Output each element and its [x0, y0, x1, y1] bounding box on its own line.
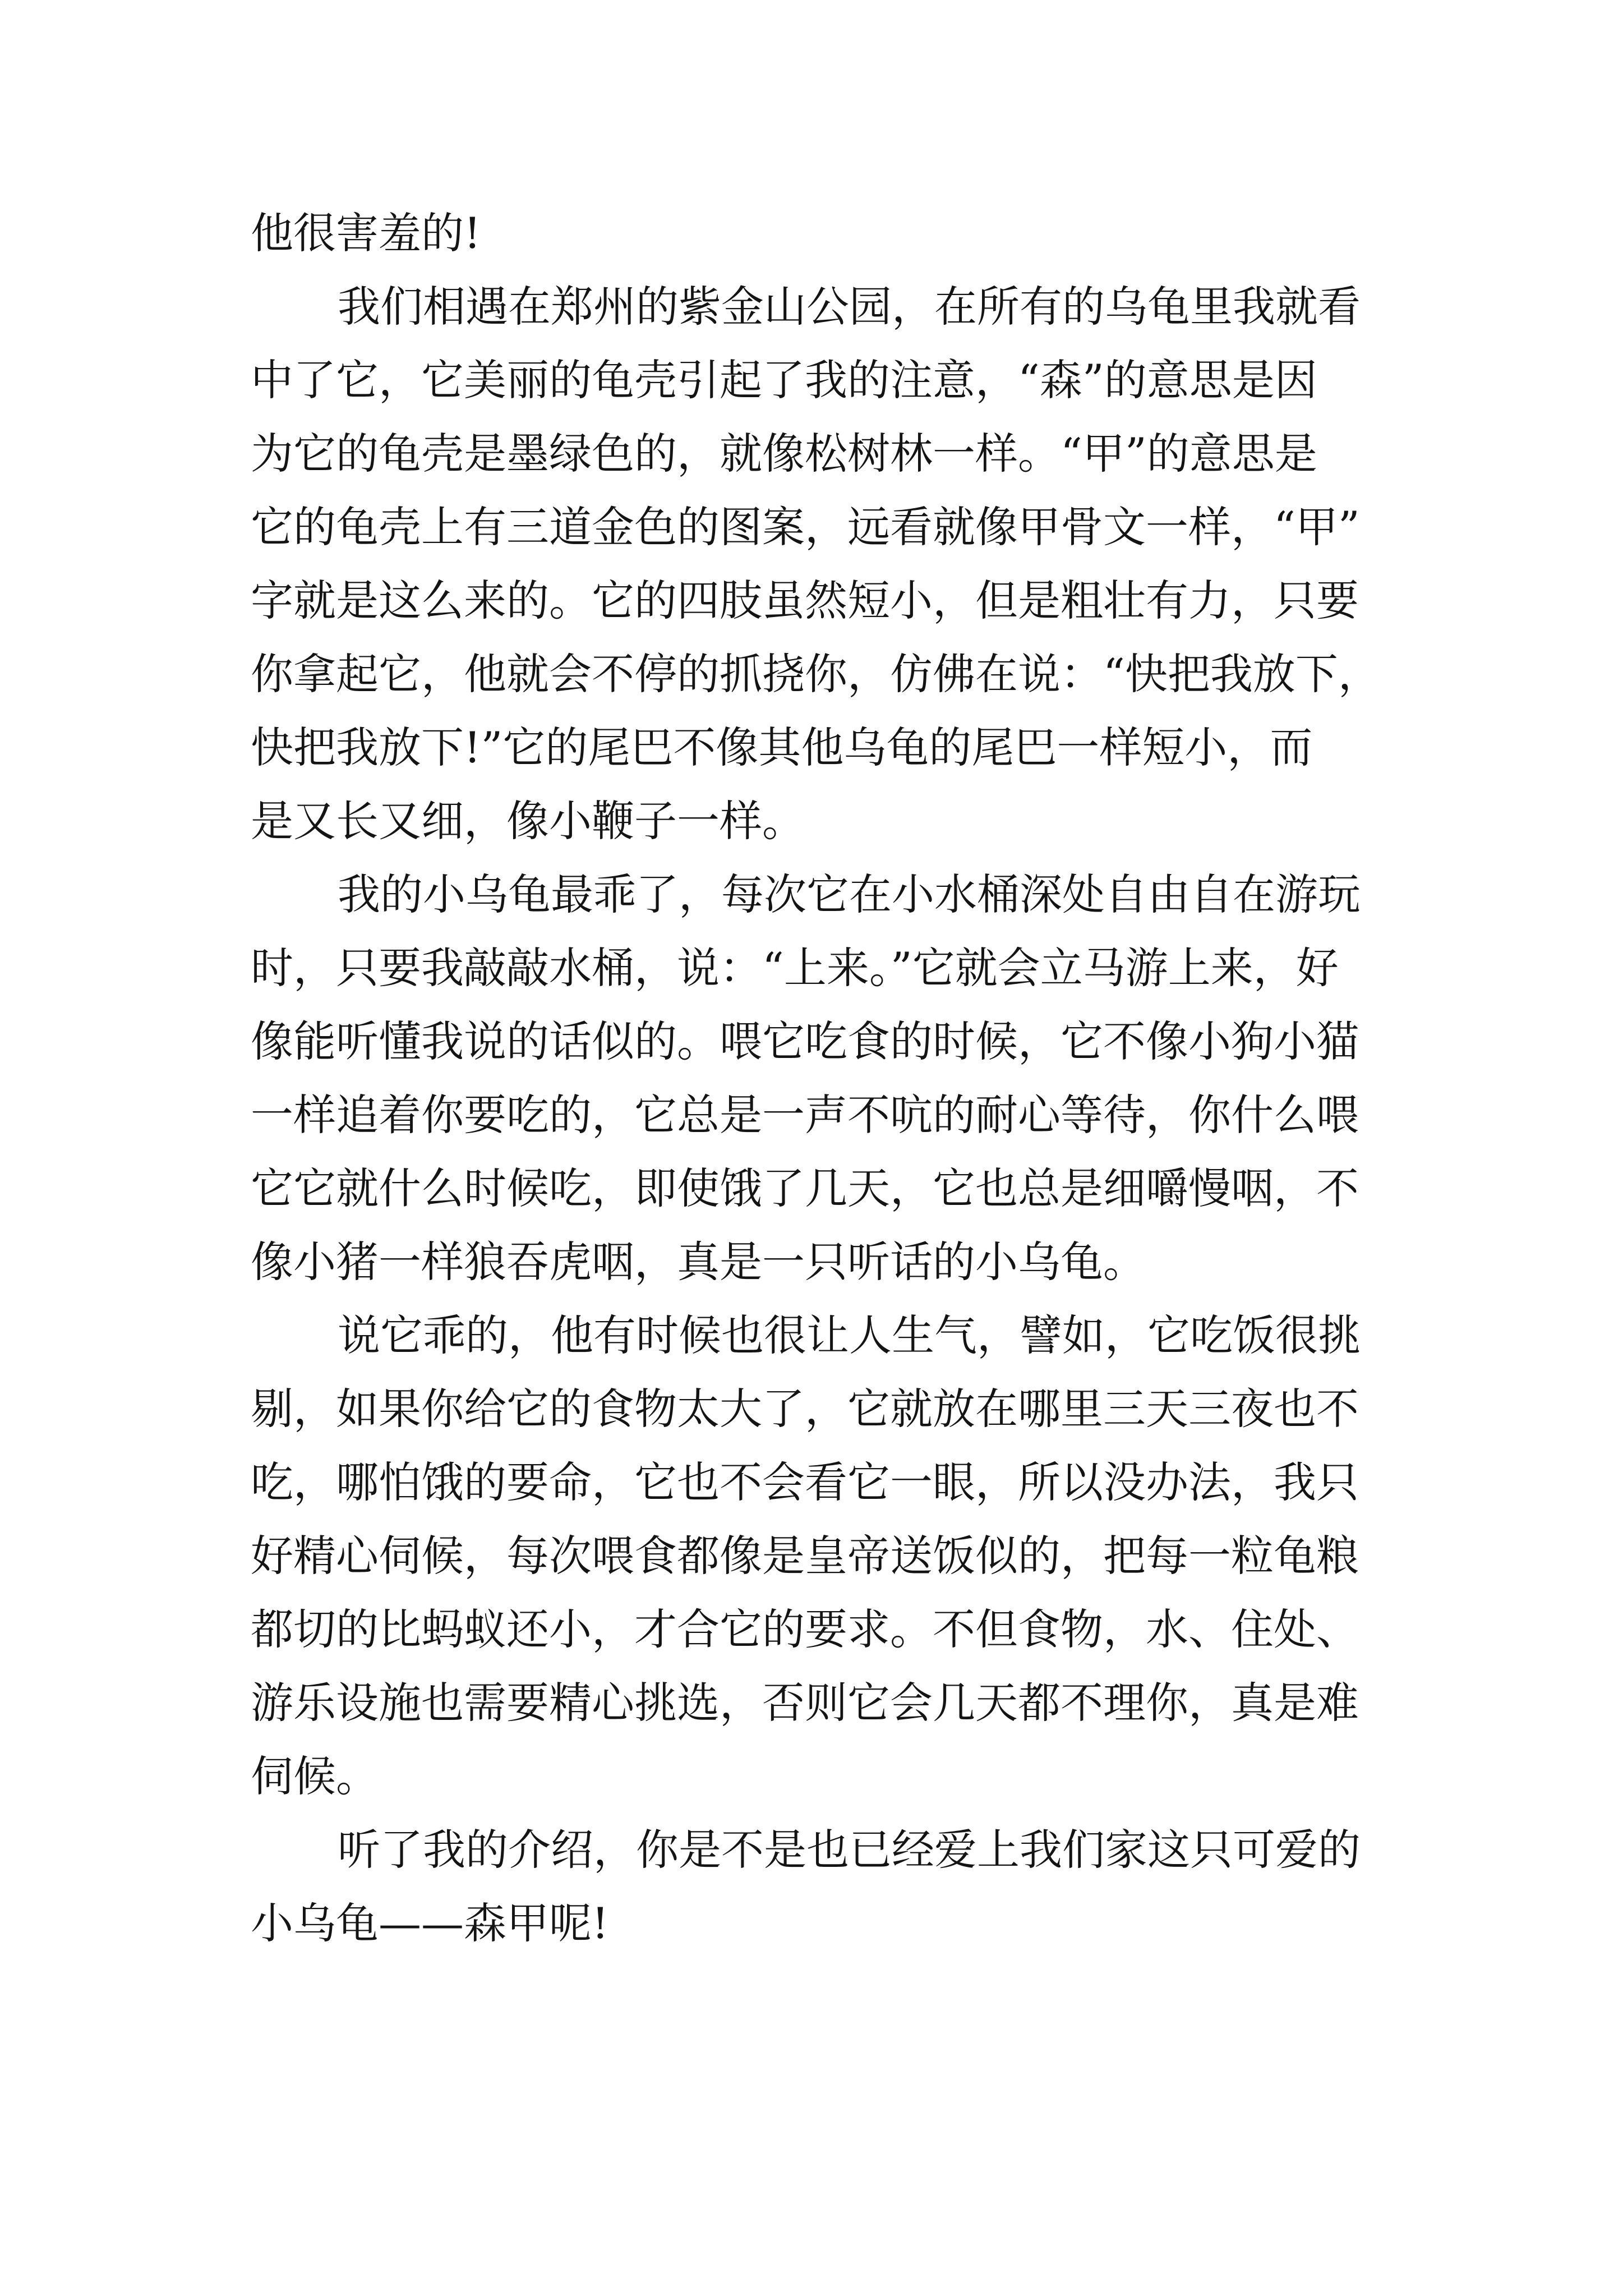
paragraph-start-line: 我们相遇在郑州的紫金山公园，在所有的乌龟里我就看	[338, 282, 1361, 332]
text-line-13: 一样追着你要吃的，它总是一声不吭的耐心等待，你什么喂	[251, 1090, 1359, 1140]
text-line-14: 它它就什么时候吃，即使饿了几天，它也总是细嚼慢咽，不	[251, 1163, 1359, 1213]
text-line-5: 它的龟壳上有三道金色的图案，远看就像甲骨文一样，“甲”	[251, 502, 1360, 552]
text-line-11: 时，只要我敲敲水桶，说：“上来。”它就会立马游上来，好	[251, 943, 1339, 993]
text-line-1: 他很害羞的!	[251, 208, 481, 258]
text-line-22: 伺候。	[251, 1751, 379, 1801]
text-line-17: 剔，如果你给它的食物太大了，它就放在哪里三天三夜也不	[251, 1384, 1359, 1434]
text-line-3: 中了它，它美丽的龟壳引起了我的注意，“森”的意思是因	[251, 355, 1317, 405]
text-line-20: 都切的比蚂蚁还小，才合它的要求。不但食物，水、住处、	[251, 1604, 1359, 1654]
paragraph-start-line: 说它乖的，他有时候也很让人生气，譬如，它吃饭很挑	[338, 1310, 1361, 1360]
text-line-21: 游乐设施也需要精心挑选，否则它会几天都不理你，真是难	[251, 1678, 1359, 1728]
text-line-12: 像能听懂我说的话似的。喂它吃食的时候，它不像小狗小猫	[251, 1016, 1359, 1066]
text-line-15: 像小猪一样狼吞虎咽，真是一只听话的小乌龟。	[251, 1237, 1146, 1287]
text-line-9: 是又长又细，像小鞭子一样。	[251, 796, 805, 846]
text-line-19: 好精心伺候，每次喂食都像是皇帝送饭似的，把每一粒龟粮	[251, 1531, 1359, 1581]
text-line-24: 小乌龟——森甲呢!	[251, 1898, 609, 1948]
text-line-6: 字就是这么来的。它的四肢虽然短小，但是粗壮有力，只要	[251, 576, 1359, 625]
text-line-8: 快把我放下!”它的尾巴不像其他乌龟的尾巴一样短小，而	[251, 723, 1313, 772]
paragraph-start-line: 我的小乌龟最乖了，每次它在小水桶深处自由自在游玩	[338, 869, 1361, 919]
paragraph-start-line: 听了我的介绍，你是不是也已经爱上我们家这只可爱的	[338, 1825, 1361, 1875]
text-line-18: 吃，哪怕饿的要命，它也不会看它一眼，所以没办法，我只	[251, 1457, 1359, 1507]
text-line-7: 你拿起它，他就会不停的抓挠你，仿佛在说：“快把我放下，	[251, 649, 1381, 699]
document-body	[251, 196, 1381, 1960]
text-line-4: 为它的龟壳是墨绿色的，就像松树林一样。“甲”的意思是	[251, 429, 1317, 478]
